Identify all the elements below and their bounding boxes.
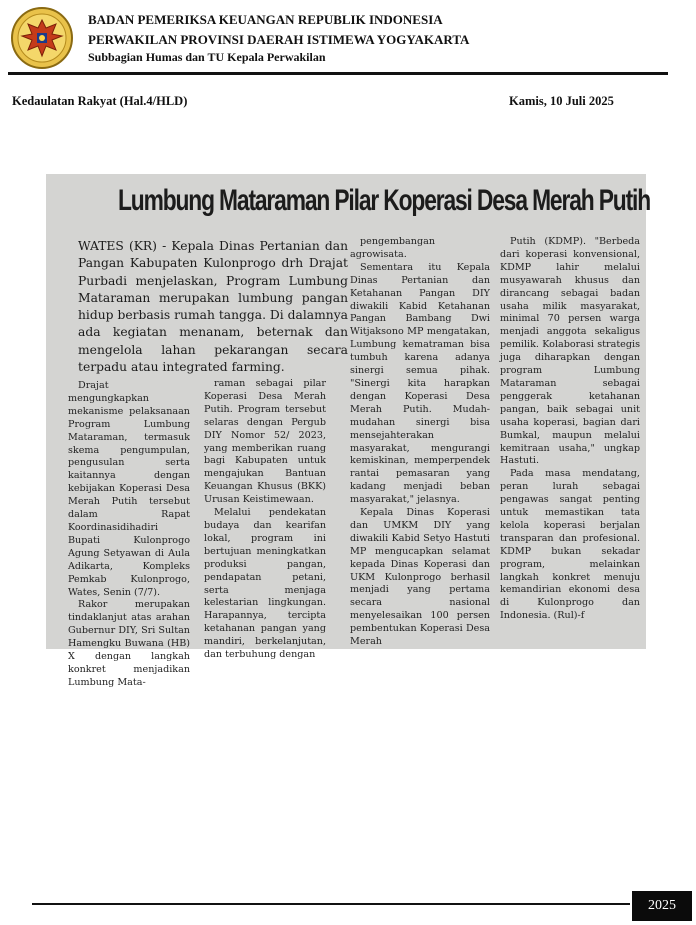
header-office-name: PERWAKILAN PROVINSI DAERAH ISTIMEWA YOGYAKARTA bbox=[88, 32, 470, 47]
paragraph: raman sebagai pilar Koperasi Desa Merah Putih. Program tersebut selaras dengan Pergub DIY Nomor 52/ 2023, yang memberikan ruang bagi Kabupaten untuk mengajukan Bantuan Keuangan Khusus (BKK) Urusan Keistimewaan. bbox=[204, 378, 326, 506]
newspaper-source: Kedaulatan Rakyat (Hal.4/HLD) bbox=[12, 94, 188, 108]
newspaper-clipping bbox=[46, 174, 651, 688]
paragraph: pengembangan agrowisata. bbox=[350, 236, 435, 260]
article-column-2 bbox=[204, 378, 326, 662]
garuda-emblem-icon bbox=[10, 6, 74, 70]
header-subdivision: Subbagian Humas dan TU Kepala Perwakilan bbox=[88, 50, 326, 64]
article-column-3 bbox=[350, 236, 490, 649]
paragraph: Pada masa mendatang, peran lurah sebagai pengawas sangat penting untuk memastikan tata kelola koperasi berjalan transparan dan profesional. KDMP bukan sekadar program, melainkan langkah konkret menuju kemandirian ekonomi desa di Kulonprogo dan Indonesia. (Rul)-f bbox=[500, 468, 640, 622]
header-org-name: BADAN PEMERIKSA KEUANGAN REPUBLIK INDONESIA bbox=[88, 12, 443, 27]
article-lead: WATES (KR) - Kepala Dinas Pertanian dan Pangan Kabupaten Kulonprogo drh Drajat Purbadi menjelaskan, Program Lumbung Mataraman merupakan lumbung pangan hidup berbasis rumah tangga. Di dalamnya ada kegiatan menanam, beternak dan mengelola lahan pekarangan secara terpadu atau integrated farming. bbox=[78, 239, 348, 375]
paragraph: Putih (KDMP). "Berbeda dari koperasi konvensional, KDMP lahir melalui musyawarah khusus dan dirancang sebagai badan usaha milik masyarakat, minimal 70 persen warga menjadi anggota sekaligus pemilik. Kolaborasi strategis juga diharapkan dengan program Lumbung Mataraman sebagai penggerak ketahanan pangan, baik sebagai unit usaha koperasi, bagian dari Bumkal, maupun melalui kemitraan usaha," ungkap Hastuti. bbox=[500, 236, 640, 467]
paragraph: Drajat mengungkapkan mekanisme pelaksanaan Program Lumbung Mataraman, termasuk skema pengumpulan, pengusulan serta kaitannya dengan kebijakan Koperasi Desa Merah Putih tersebut dalam Rapat Koordinasidihadiri Bupati Kulonprogo Agung Setyawan di Aula Adikarta, Kompleks Pemkab Kulonprogo, Wates, Senin (7/7). bbox=[68, 380, 190, 598]
footer-divider bbox=[32, 903, 630, 905]
year-badge: 2025 bbox=[632, 891, 692, 921]
publication-date: Kamis, 10 Juli 2025 bbox=[509, 94, 614, 108]
article-column-4 bbox=[500, 236, 640, 623]
article-column-1 bbox=[68, 380, 190, 690]
paragraph: Melalui pendekatan budaya dan kearifan lokal, program ini bertujuan meningkatkan produksi pangan, pendapatan petani, serta menjaga kelestarian lingkungan. Harapannya, tercipta ketahanan pangan yang mandiri, berkelanjutan, dan terbuhung dengan bbox=[204, 507, 326, 661]
article-headline: Lumbung Mataraman Pilar Koperasi Desa Merah Putih bbox=[118, 184, 651, 217]
paragraph: Sementara itu Kepala Dinas Pertanian dan Ketahanan Pangan DIY diwakili Kabid Ketahanan Pangan Bambang Dwi Witjaksono MP mengatakan, Lumbung kematraman bisa tumbuh karena adanya sinergi semua pihak. "Sinergi kita harapkan dengan Koperasi Desa Merah Putih. Mudah-mudahan sinergi bisa mensejahterakan masyarakat, mengurangi kemiskinan, memperpendek rantai pemasaran yang kadang menjadi beban masyarakat," jelasnya. bbox=[350, 261, 490, 506]
header-divider bbox=[8, 72, 668, 75]
paragraph: Kepala Dinas Koperasi dan UMKM DIY yang diwakili Kabid Setyo Hastuti MP mengucapkan selamat kepada Dinas Koperasi dan UKM Kulonprogo berhasil menjadi yang pertama secara nasional menyelesaikan 100 persen pembentukan Koperasi Desa Merah bbox=[350, 507, 490, 648]
paragraph: Rakor merupakan tindaklanjut atas arahan Gubernur DIY, Sri Sultan Hamengku Buwana (HB) X dengan langkah konkret menjadikan Lumbung Mata- bbox=[68, 599, 190, 688]
